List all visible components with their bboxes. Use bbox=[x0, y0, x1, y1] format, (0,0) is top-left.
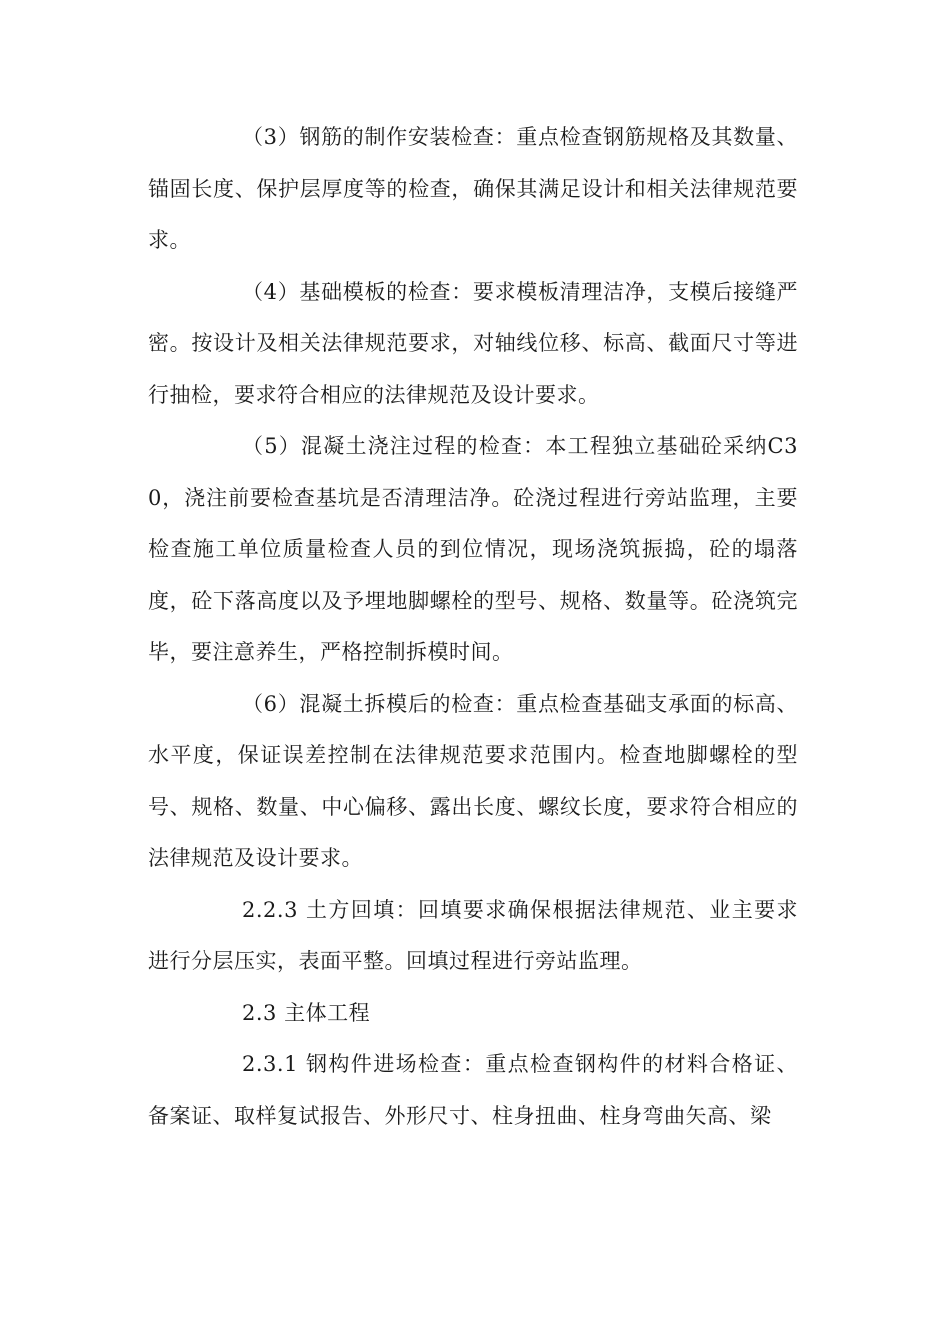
document-body bbox=[148, 112, 798, 1142]
paragraph-formwork-inspection: （4）基础模板的检查：要求模板清理洁净，支模后接缝严密。按设计及相关法律规范要求，对轴线位移、标高、截面尺寸等进行抽检，要求符合相应的法律规范及设计要求。 bbox=[148, 279, 798, 407]
paragraph-rebar-inspection: （3）钢筋的制作安装检查：重点检查钢筋规格及其数量、锚固长度、保护层厚度等的检查，确保其满足设计和相关法律规范要求。 bbox=[148, 125, 798, 252]
paragraph-steel-member-inspection: 2.3.1 钢构件进场检查：重点检查钢构件的材料合格证、备案证、取样复试报告、外形尺寸、柱身扭曲、柱身弯曲矢高、梁 bbox=[148, 1052, 798, 1128]
paragraph-earth-backfill: 2.2.3 土方回填：回填要求确保根据法律规范、业主要求进行分层压实，表面平整。回填过程进行旁站监理。 bbox=[148, 897, 798, 973]
paragraph-concrete-demolding-inspection: （6）混凝土拆模后的检查：重点检查基础支承面的标高、水平度，保证误差控制在法律规范要求范围内。检查地脚螺栓的型号、规格、数量、中心偏移、露出长度、螺纹长度，要求符合相应的法律规范及设计要求。 bbox=[148, 691, 798, 870]
section-heading-main-structure: 2.3 主体工程 bbox=[242, 1000, 371, 1025]
paragraph-concrete-pouring-inspection: （5）混凝土浇注过程的检查：本工程独立基础砼采纳C30，浇注前要检查基坑是否清理洁净。砼浇过程进行旁站监理，主要检查施工单位质量检查人员的到位情况，现场浇筑振捣，砼的塌落度，砼下落高度以及予埋地脚螺栓的型号、规格、数量等。砼浇筑完毕，要注意养生，严格控制拆模时间。 bbox=[148, 434, 798, 664]
